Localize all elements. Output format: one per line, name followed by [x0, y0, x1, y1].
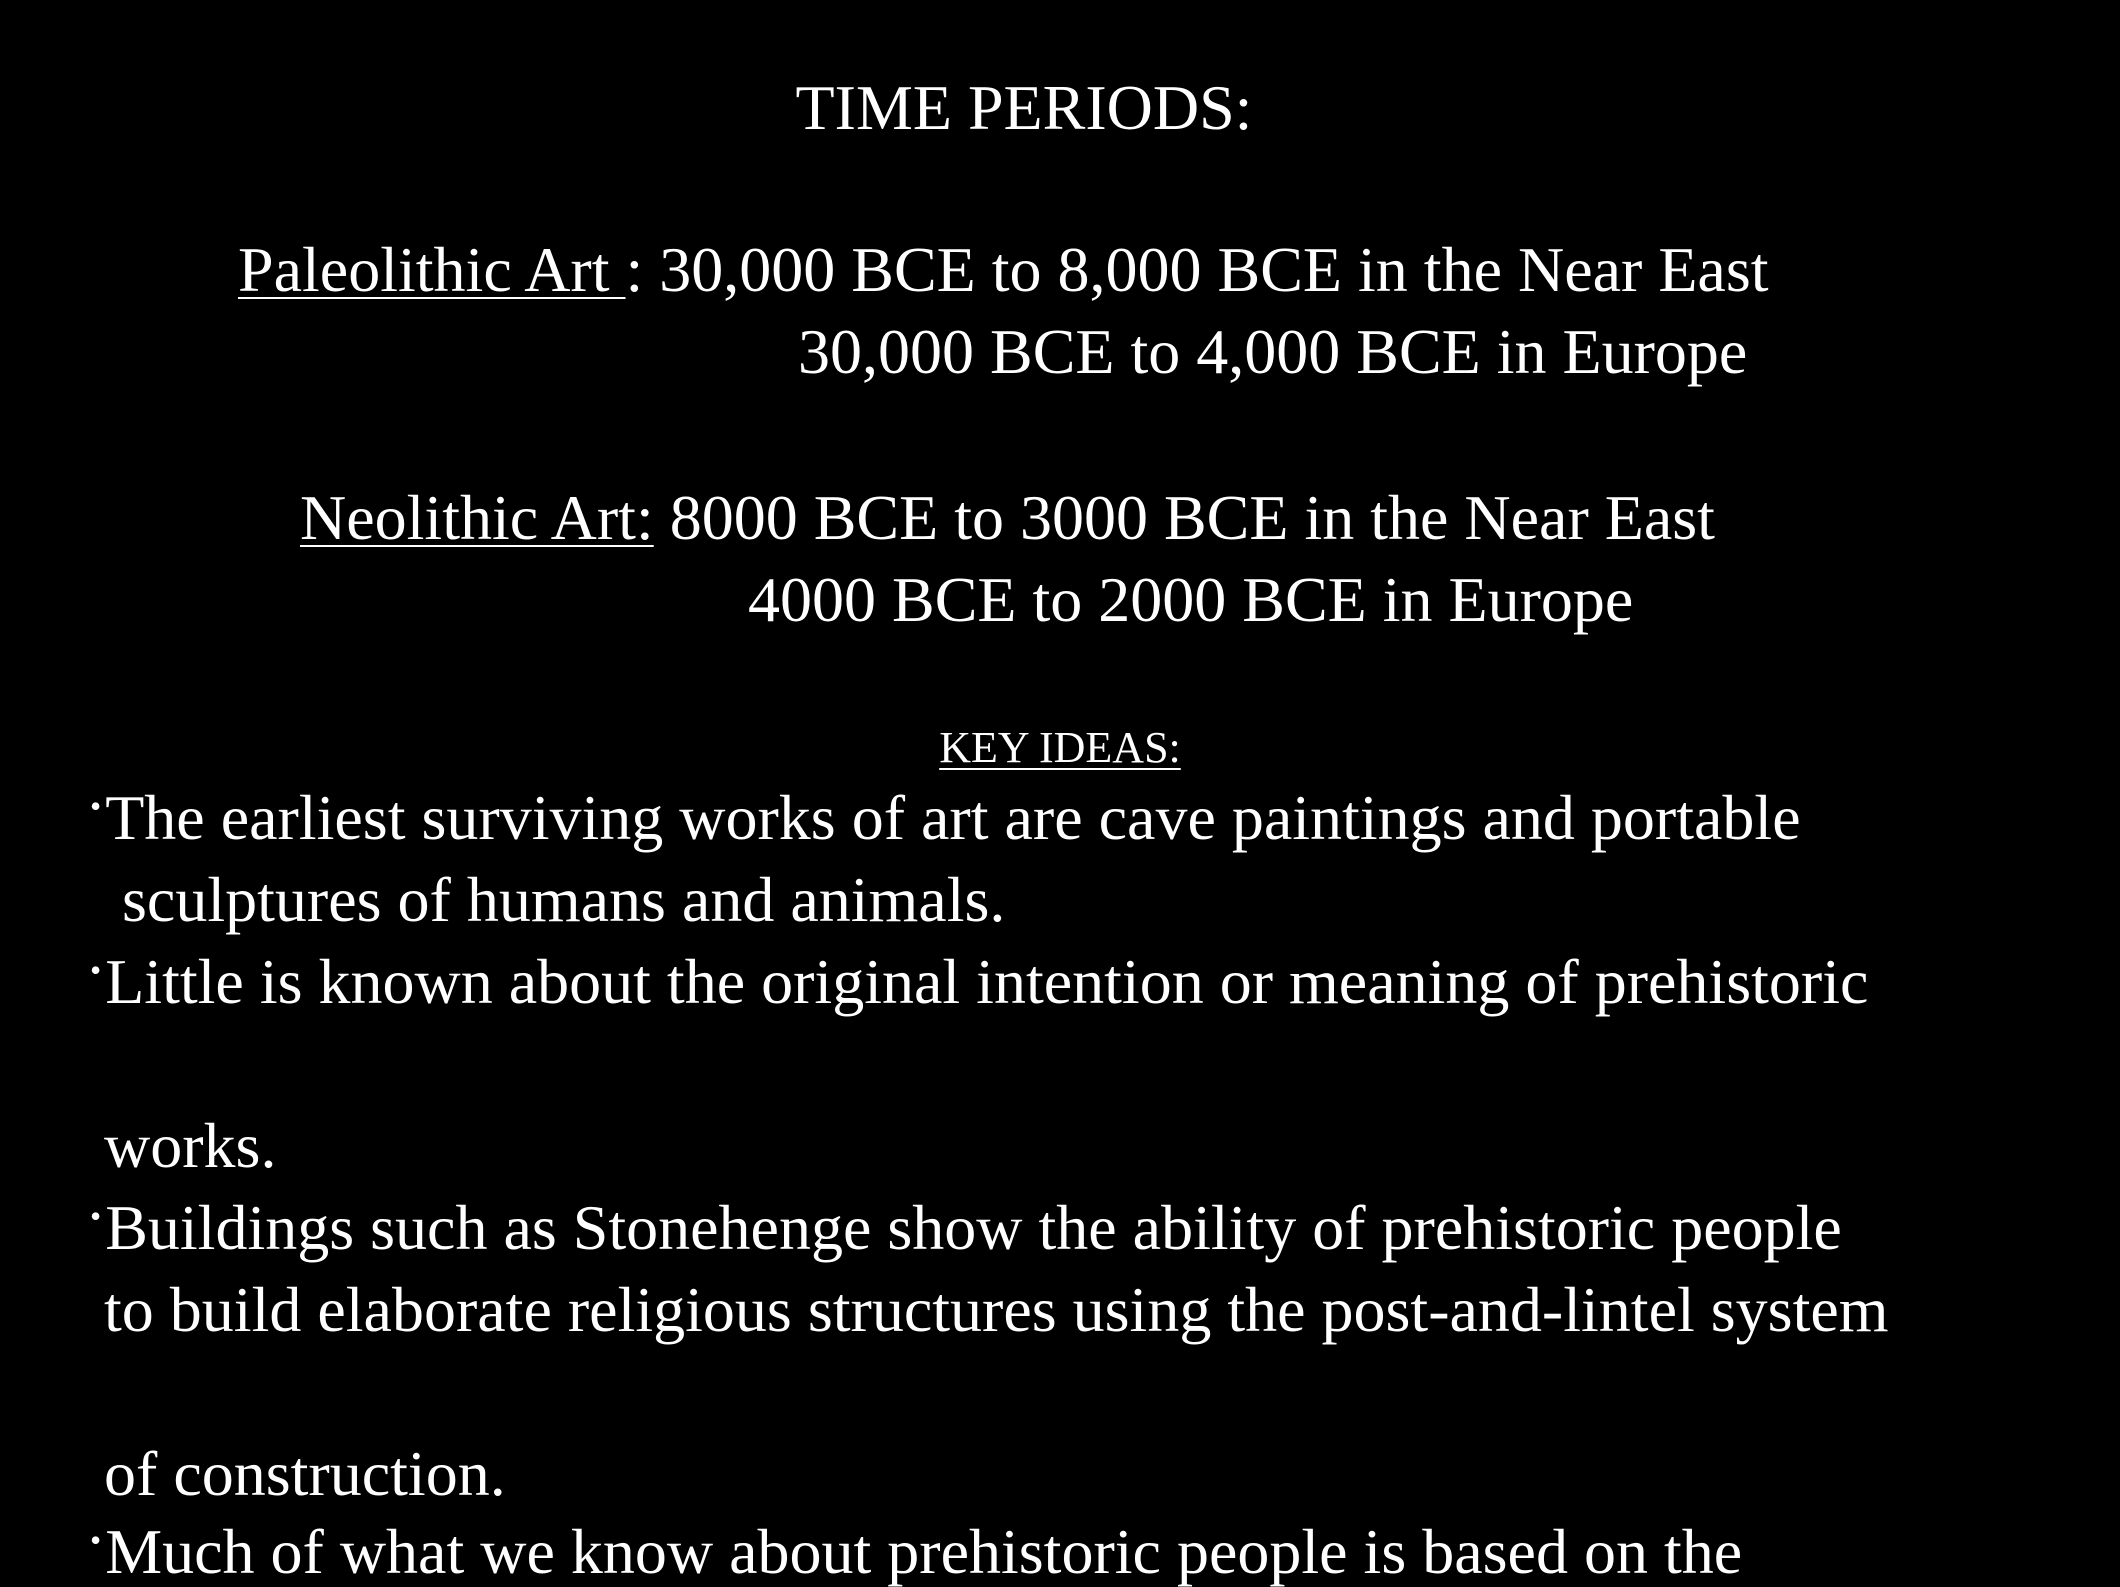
bullet-icon: •	[90, 788, 102, 824]
bullet-icon: •	[90, 1198, 102, 1234]
key-idea-3-line-1: Buildings such as Stonehenge show the ability of prehistoric people	[105, 1192, 1842, 1263]
key-idea-2-line-1: Little is known about the original intention or meaning of prehistoric	[105, 946, 1869, 1017]
bullet-icon: •	[90, 1522, 102, 1558]
key-ideas-heading	[0, 723, 2120, 772]
time-periods-heading: TIME PERIODS:	[795, 72, 1253, 143]
paleolithic-row	[238, 234, 1769, 305]
key-idea-3-line-3: of construction.	[104, 1438, 506, 1509]
key-idea-2-line-2: works.	[104, 1110, 277, 1181]
key-ideas-heading-text: KEY IDEAS:	[939, 723, 1181, 772]
key-idea-4	[90, 1516, 1743, 1587]
key-idea-1-line-1: The earliest surviving works of art are cave paintings and portable	[105, 782, 1801, 853]
paleolithic-separator: :	[625, 234, 660, 305]
paleolithic-label: Paleolithic Art	[238, 234, 626, 305]
key-idea-3	[90, 1192, 1842, 1263]
paleolithic-europe-range: 30,000 BCE to 4,000 BCE in Europe	[798, 316, 1748, 387]
key-idea-3-line-2: to build elaborate religious structures using the post-and-lintel system	[104, 1274, 1889, 1345]
neolithic-label: Neolithic Art:	[300, 482, 654, 553]
key-idea-2	[90, 946, 1869, 1017]
key-idea-4-line-1: Much of what we know about prehistoric people is based on the	[105, 1516, 1743, 1587]
bullet-icon: •	[90, 952, 102, 988]
neolithic-near-east-range: 8000 BCE to 3000 BCE in the Near East	[653, 482, 1715, 553]
key-idea-1-line-2: sculptures of humans and animals.	[122, 864, 1006, 935]
key-idea-1	[90, 782, 1801, 853]
neolithic-europe-range: 4000 BCE to 2000 BCE in Europe	[748, 564, 1634, 635]
neolithic-row	[300, 482, 1715, 553]
paleolithic-near-east-range: 30,000 BCE to 8,000 BCE in the Near East	[659, 234, 1769, 305]
